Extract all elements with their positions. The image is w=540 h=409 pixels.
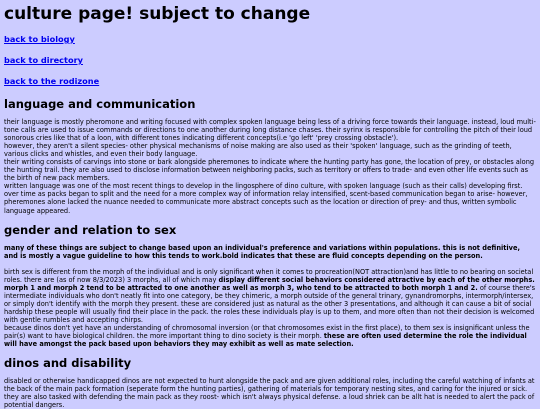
language-text-1: their language is mostly pheromone and writing focused with complex spoken language being less of a driving force towards their language. instead, loud multi-tone calls are used to issue commands or directions to one another during long distance chases. their syrinx is responsible for controlling the pitch of their loud sonorous cries like that of a loon, with different tones indicating different concepts(i.e 'go left' 'prey crossing obstacle'). xyxy=(4,118,536,143)
language-text-2: however, they aren't a silent species- other physical mechanisms of noise making are also used as their 'spoken' language, such as the grinding of teeth, various clicks and whistles, and even their body language. xyxy=(4,142,512,159)
gender-text-2a: because dinos don't yet have an understanding of chromosomal inversion (or that chromosomes exist in the first place), to them sex is insignificant unless the pair(s) want to have biological children. the more important thing to dino society is their morph. xyxy=(4,323,530,341)
back-to-directory-link[interactable]: back to directory xyxy=(4,55,83,65)
gender-intro: many of these things are subject to change based upon an individual's preference and variations within populations. this is not definitive, and is mostly a vague guideline to how this tends to work.bold indicates that these are fluid concepts depending on the person. xyxy=(4,243,520,260)
language-text-4: written language was one of the most recent things to develop in the lingosphere of dino culture, with spoken language (such as their calls) developing first. over time as packs began to split and the need for a more complex way of information relay intensified, scent-based communication began to arise- however, pheremones alone lacked the nuance needed to communicate more abstract concepts such as the location or direction of prey- and thus, written symbolic language appeared. xyxy=(4,182,528,215)
disability-heading: dinos and disability xyxy=(4,356,132,371)
gender-text-1c: of course there's intermediate individuals who don't neatly fit into one category, be they chimeric, a morph outside of the general trinary, gynandromorphs, intermorph/intersex, or simply don't identify with the morph they present. these are considered just as natural as the other 3 presentations, and although it can cause a bit of social hardship these people will usually find their place in the pack. the roles these individuals play is up to them, and more often than not their decision is welcomed with gentle rumbles and accepting chirps. xyxy=(4,283,536,324)
gender-heading: gender and relation to sex xyxy=(4,222,177,237)
gender-text-2b: these are often used determine the role the individual will have amongst the pack based upon behaviors they may exhibit as well as mate selection. xyxy=(4,332,527,349)
disability-paragraph: disabled or otherwise handicapped dinos are not expected to hunt alongside the pack and are given additional roles, including the careful watching of infants at the back of the main pack formation (seperate form the hunting parties), gathering of materials for temporary nesting sites, and caring for the injured or sick. they are also tasked with defending the main pack as they roost- which isn't always physical defense. a loud shriek can be allt hat is needed to alert the pack of potential dangers. xyxy=(4,377,535,409)
gender-text-1b: display different social behaviors considered attractive by each of the other morphs. morph 1 and morph 2 tend to be attracted to one another as well as morph 3, who tend to be attracted to both morph 1 and 2. xyxy=(4,275,535,292)
language-text-3: their writing consists of carvings into stone or bark alongside pheremones to indicate where the hunting party has gone, the location of prey, or obstacles along the hunting trail. they are also used to disclose information between neighboring packs, such as territory or offers to trade- and even other life events such as the birth of new pack members. xyxy=(4,158,535,183)
gender-text-1a: birth sex is different from the morph of the individual and is only significant when it comes to procreation(NOT attraction)and has little to no bearing on societal roles. there are (as of now 8/3/2023) 3 morphs, all of which may xyxy=(4,267,534,284)
language-heading: language and communication xyxy=(4,97,196,111)
page-title: culture page! subject to change xyxy=(4,4,311,24)
gender-paragraph xyxy=(4,268,536,348)
back-to-rodizone-link[interactable]: back to the rodizone xyxy=(4,76,100,86)
language-paragraph xyxy=(4,118,536,215)
back-to-biology-link[interactable]: back to biology xyxy=(4,34,75,44)
